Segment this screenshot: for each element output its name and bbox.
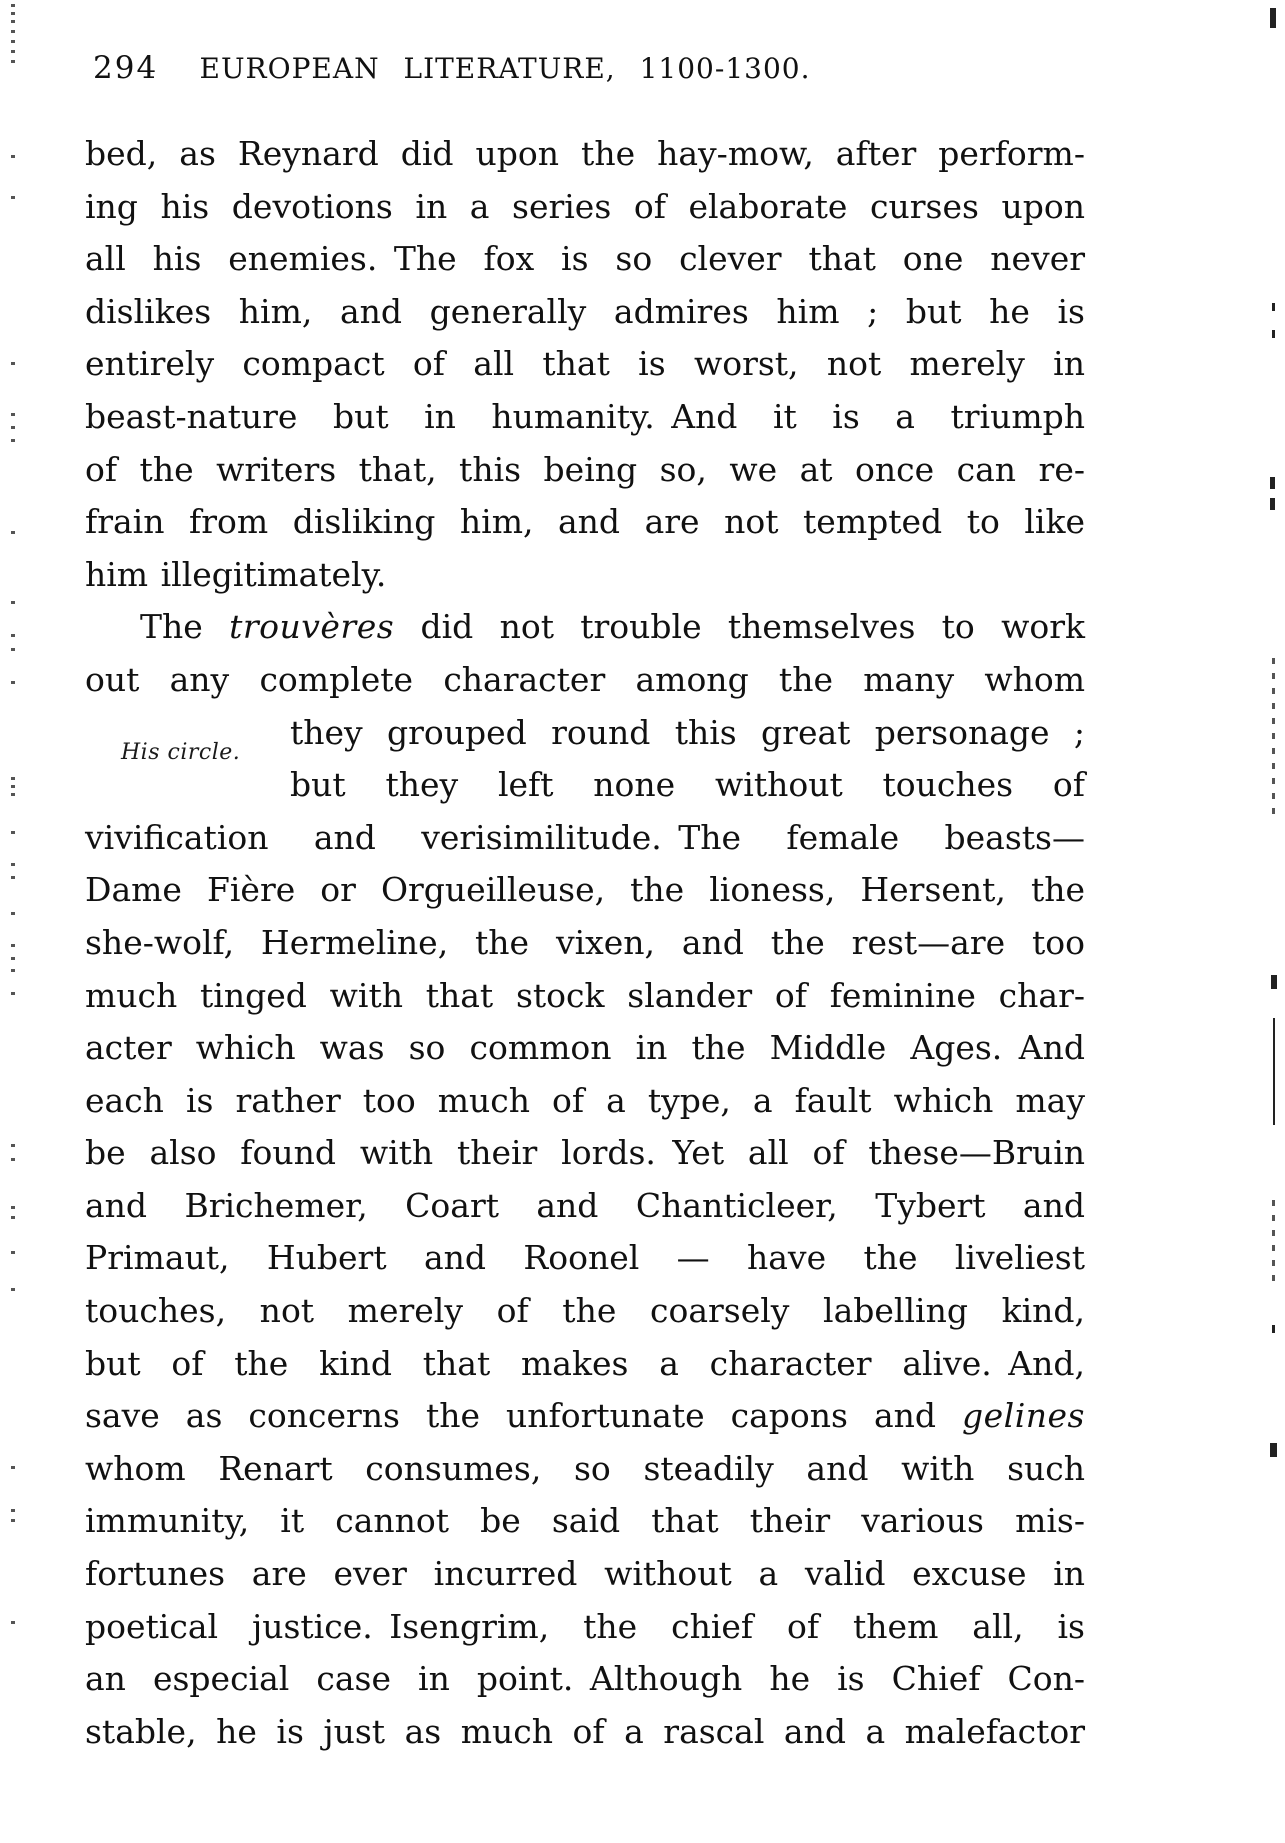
scan-artifact	[1271, 975, 1277, 989]
scan-artifact	[11, 1466, 15, 1469]
scan-artifact	[1270, 477, 1275, 489]
scan-artifact	[1273, 1018, 1275, 1125]
scan-artifact	[11, 362, 15, 365]
scan-artifact	[11, 1519, 15, 1522]
text-line: Primaut, Hubert and Roonel — have the liveliest	[85, 1238, 1085, 1278]
scan-artifact	[11, 1158, 15, 1161]
text-line: The trouvères did not trouble themselves to work	[140, 607, 1085, 647]
text-line: of the writers that, this being so, we at once can re-	[85, 449, 1085, 489]
scan-artifact	[11, 944, 15, 947]
text-line: acter which was so common in the Middle Ages. And	[85, 1028, 1085, 1068]
running-head	[0, 48, 1285, 94]
scan-artifact	[1272, 658, 1275, 664]
scan-artifact	[1272, 808, 1275, 814]
scan-artifact	[1272, 793, 1275, 799]
text-line: she-wolf, Hermeline, the vixen, and the rest—are too	[85, 922, 1085, 962]
scan-artifact	[11, 831, 15, 834]
margin-note: His circle.	[121, 740, 241, 765]
scan-artifact	[1272, 748, 1275, 754]
scan-artifact	[11, 1621, 15, 1624]
scan-artifact	[1272, 1325, 1275, 1333]
scan-artifact	[1272, 718, 1275, 724]
scan-artifact	[11, 12, 15, 15]
scan-artifact	[11, 648, 15, 651]
scan-artifact	[11, 155, 15, 158]
text-line: ing his devotions in a series of elaborate curses upon	[85, 186, 1085, 226]
scan-artifact	[1272, 1230, 1275, 1236]
scan-artifact	[11, 777, 15, 780]
scan-artifact	[11, 1216, 15, 1219]
scan-artifact	[11, 957, 15, 960]
text-line: all his enemies. The fox is so clever that one never	[85, 239, 1085, 279]
scan-artifact	[1272, 303, 1275, 311]
text-line: out any complete character among the many whom	[85, 659, 1085, 699]
scan-artifact	[11, 426, 15, 429]
scan-artifact	[1272, 1275, 1275, 1281]
scan-artifact	[1272, 673, 1275, 679]
text-line: whom Renart consumes, so steadily and with such	[85, 1448, 1085, 1488]
scan-artifact	[11, 1509, 15, 1512]
scan-artifact	[11, 634, 15, 637]
scan-artifact	[1270, 1443, 1277, 1457]
scan-artifact	[11, 785, 15, 788]
scan-artifact	[11, 4, 15, 7]
text-line: touches, not merely of the coarsely labelling kind,	[85, 1291, 1085, 1331]
text-line: but of the kind that makes a character alive. And,	[85, 1343, 1085, 1383]
scan-artifact	[11, 50, 15, 53]
scan-artifact	[11, 912, 15, 915]
running-title: EUROPEAN LITERATURE, 1100-1300.	[199, 52, 811, 85]
scan-artifact	[11, 992, 15, 995]
scan-artifact	[1272, 1260, 1275, 1266]
scan-artifact	[11, 1206, 15, 1209]
text-line: poetical justice. Isengrim, the chief of them all, is	[85, 1606, 1085, 1646]
scan-artifact	[1272, 703, 1275, 709]
scan-artifact	[1272, 1215, 1275, 1221]
text-line: they grouped round this great personage ;	[290, 712, 1085, 752]
scan-artifact	[11, 531, 15, 534]
text-block	[85, 128, 1085, 1758]
scan-artifact	[1272, 330, 1275, 338]
text-line: bed, as Reynard did upon the hay-mow, after perform-	[85, 134, 1085, 173]
scan-artifact	[11, 60, 15, 63]
text-line: entirely compact of all that is worst, not merely in	[85, 344, 1085, 384]
scan-artifact	[1272, 1245, 1275, 1251]
scan-artifact	[1272, 763, 1275, 769]
text-line: much tinged with that stock slander of feminine char-	[85, 975, 1085, 1015]
scan-artifact	[11, 681, 15, 684]
text-line: immunity, it cannot be said that their various mis-	[85, 1501, 1085, 1541]
scan-artifact	[1270, 8, 1276, 28]
text-line: be also found with their lords. Yet all of these—Bruin	[85, 1133, 1085, 1173]
text-line: beast-nature but in humanity. And it is a triumph	[85, 396, 1085, 436]
text-line: fortunes are ever incurred without a valid excuse in	[85, 1554, 1085, 1594]
text-line: stable, he is just as much of a rascal and a malefactor	[85, 1711, 1085, 1751]
scan-artifact	[1272, 688, 1275, 694]
page-number: 294	[93, 50, 159, 86]
scan-artifact	[11, 876, 15, 879]
paragraph-lines	[85, 128, 1085, 1758]
scan-artifact	[11, 969, 15, 972]
scan-artifact	[11, 1288, 15, 1291]
text-line: him illegitimately.	[85, 554, 387, 594]
text-line: Dame Fière or Orgueilleuse, the lioness, Hersent, the	[85, 870, 1085, 910]
text-line: vivification and verisimilitude. The female beasts—	[85, 817, 1085, 857]
scan-artifact	[11, 863, 15, 866]
text-line: save as concerns the unfortunate capons and gelines	[85, 1396, 1085, 1436]
scan-artifact	[11, 1144, 15, 1147]
scan-artifact	[1272, 778, 1275, 784]
scan-artifact	[1272, 1200, 1275, 1206]
scan-artifact	[11, 413, 15, 416]
scan-artifact	[1272, 733, 1275, 739]
text-line: dislikes him, and generally admires him ; but he is	[85, 291, 1085, 331]
text-line: and Brichemer, Coart and Chanticleer, Tybert and	[85, 1185, 1085, 1225]
text-line: frain from disliking him, and are not tempted to like	[85, 502, 1085, 542]
text-line: an especial case in point. Although he is Chief Con-	[85, 1659, 1085, 1699]
scan-artifact	[11, 439, 15, 442]
scan-artifact	[11, 20, 15, 23]
scan-artifact	[11, 793, 15, 796]
scan-artifact	[1270, 498, 1275, 510]
text-line: but they left none without touches of	[290, 765, 1085, 805]
scan-artifact	[11, 1251, 15, 1254]
scan-artifact	[11, 30, 15, 33]
text-line: each is rather too much of a type, a fault which may	[85, 1080, 1085, 1120]
scan-artifact	[11, 40, 15, 43]
scan-artifact	[11, 196, 15, 199]
scan-artifact	[11, 601, 15, 604]
